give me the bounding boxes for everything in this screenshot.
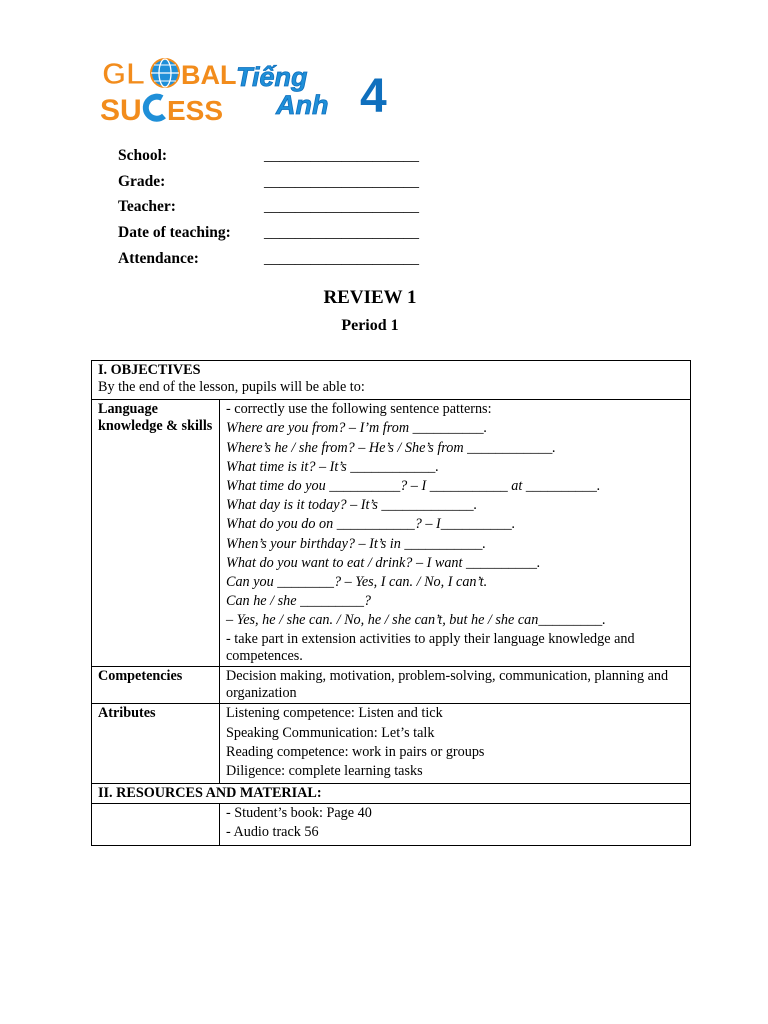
logo-text-number: 4 — [360, 70, 387, 123]
sentence-pattern: What day is it today? – It’s _____________. — [226, 497, 478, 514]
objectives-intro: By the end of the lesson, pupils will be able to: — [98, 379, 365, 395]
info-label: Date of teaching: — [118, 224, 231, 242]
empty-cell — [92, 804, 220, 845]
logo-text-bal: BAL — [181, 60, 237, 90]
info-blank: ____________________ — [264, 172, 419, 190]
tieng-anh-4-logo — [232, 56, 402, 123]
list-item: Reading competence: work in pairs or groups — [226, 743, 485, 760]
sentence-pattern: Where’s he / she from? – He’s / She’s from ____________. — [226, 439, 556, 456]
logo-text-anh: Anh — [276, 90, 329, 120]
info-label: School: — [118, 146, 168, 164]
info-row-attendance — [118, 246, 419, 272]
info-blank: ____________________ — [264, 146, 419, 164]
info-row-grade — [118, 169, 419, 195]
logo-text-gl: GL — [102, 56, 146, 91]
list-item: - Audio track 56 — [226, 824, 319, 841]
list-item: Speaking Communication: Let’s talk — [226, 724, 435, 741]
sentence-pattern: Where are you from? – I’m from __________. — [226, 420, 488, 437]
list-item: - take part in extension activities to apply their language knowledge and competences. — [226, 631, 635, 665]
sentence-pattern: Can you ________? – Yes, I can. / No, I can’t. — [226, 573, 488, 590]
info-blank: ____________________ — [264, 198, 419, 216]
logo-text-ess: ESS — [167, 95, 224, 126]
sentence-pattern: What time is it? – It’s ____________. — [226, 458, 439, 475]
table-row-objectives-header — [92, 361, 691, 400]
objectives-cell — [92, 361, 691, 400]
table-row-resources-header — [92, 784, 691, 804]
section-heading: I. OBJECTIVES — [98, 362, 201, 378]
row-label: Atributes — [92, 704, 220, 784]
info-blank: ____________________ — [264, 224, 419, 242]
language-content — [220, 400, 691, 667]
row-label: Competencies — [92, 667, 220, 704]
sentence-pattern: What do you want to eat / drink? – I want __________. — [226, 554, 541, 571]
table-row-atributes — [92, 704, 691, 784]
list-item: - correctly use the following sentence patterns: — [226, 401, 492, 418]
info-label: Attendance: — [118, 250, 199, 268]
page-title: REVIEW 1 — [323, 287, 417, 308]
sentence-pattern: Can he / she _________? — [226, 593, 372, 610]
info-label: Grade: — [118, 172, 166, 190]
sentence-pattern: – Yes, he / she can. / No, he / she can’t, but he / she can_________. — [226, 612, 606, 629]
info-blank: ____________________ — [264, 250, 419, 268]
resources-content — [220, 804, 691, 845]
row-label: Language knowledge & skills — [92, 400, 220, 667]
info-row-date — [118, 220, 419, 246]
table-row-language — [92, 400, 691, 667]
table-row-competencies — [92, 667, 691, 704]
global-success-logo — [100, 50, 237, 128]
list-item: Diligence: complete learning tasks — [226, 763, 423, 779]
lesson-plan-table — [91, 360, 691, 846]
info-row-teacher — [118, 195, 419, 221]
list-item: Listening competence: Listen and tick — [226, 705, 443, 722]
list-item: - Student’s book: Page 40 — [226, 805, 372, 822]
c-swoosh-icon — [146, 97, 164, 119]
page-subtitle: Period 1 — [341, 317, 399, 334]
teacher-info-block — [118, 143, 419, 272]
info-row-school — [118, 143, 419, 169]
sentence-pattern: When’s your birthday? – It’s in ___________. — [226, 535, 486, 552]
section-heading: II. RESOURCES AND MATERIAL: — [92, 784, 691, 804]
table-row-resources — [92, 804, 691, 845]
atributes-content — [220, 704, 691, 784]
sentence-pattern: What time do you __________? – I ___________ at __________. — [226, 477, 601, 494]
globe-icon — [151, 59, 179, 87]
logo-text-tieng: Tiếng — [236, 62, 308, 92]
sentence-pattern: What do you do on ___________? – I__________. — [226, 516, 516, 533]
competencies-content: Decision making, motivation, problem-solving, communication, planning and organization — [220, 667, 691, 704]
logo-text-su: SU — [100, 94, 142, 127]
info-label: Teacher: — [118, 198, 176, 216]
